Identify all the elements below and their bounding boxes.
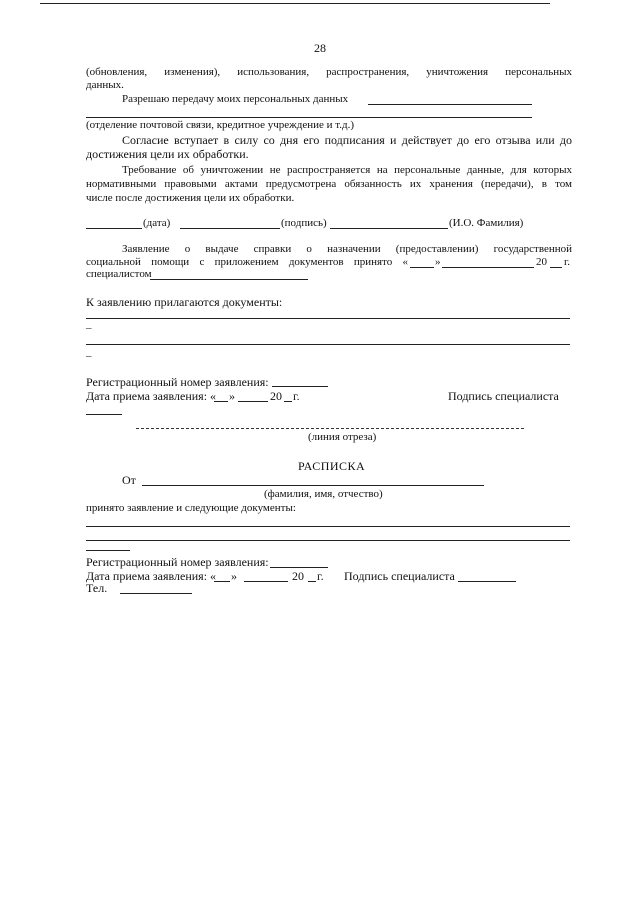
- acceptance-quote-close: »: [435, 256, 441, 268]
- registration-day-line[interactable]: [214, 401, 228, 402]
- registration-quote-close: »: [229, 389, 235, 403]
- validity-line-1: Согласие вступает в силу со дня его подписания и действует до его отзыва или до: [122, 133, 572, 147]
- cut-line: [136, 428, 524, 429]
- registration-number-label: Регистрационный номер заявления:: [86, 375, 269, 389]
- receipt-number-line[interactable]: [270, 567, 328, 568]
- receipt-signature-line[interactable]: [458, 581, 516, 582]
- signature-caption: (подпись): [281, 217, 327, 229]
- registration-number-line[interactable]: [272, 386, 328, 387]
- receipt-doc-line-3[interactable]: [86, 550, 130, 551]
- acceptance-year-suffix: г.: [564, 256, 571, 268]
- transfer-field-line-2[interactable]: [86, 117, 532, 118]
- receipt-quote-close: »: [231, 569, 237, 583]
- date-caption: (дата): [143, 217, 171, 229]
- registration-month-line[interactable]: [238, 401, 268, 402]
- receipt-doc-line-1[interactable]: [86, 526, 570, 527]
- transfer-field-line[interactable]: [368, 104, 532, 105]
- validity-line-2: достижения цели их обработки.: [86, 147, 249, 161]
- receipt-year: 20: [292, 569, 304, 583]
- receipt-title: РАСПИСКА: [298, 459, 366, 473]
- destroy-line-1: Требование об уничтожении не распространяется на персональные данные, для которых: [122, 164, 572, 176]
- attachment-line-1[interactable]: [86, 318, 570, 319]
- acceptance-year-line[interactable]: [550, 267, 562, 268]
- receipt-specialist-signature: Подпись специалиста: [344, 569, 455, 583]
- receipt-doc-line-2[interactable]: [86, 540, 570, 541]
- transfer-hint: (отделение почтовой связи, кредитное учреждение и т.д.): [86, 119, 355, 131]
- destroy-line-2: нормативными правовыми актами предусмотрена обязанность их хранения (передачи), в том: [86, 178, 572, 190]
- attachment-line-2[interactable]: [86, 344, 570, 345]
- acceptance-month-line[interactable]: [442, 267, 534, 268]
- receipt-accepted-label: принято заявление и следующие документы:: [86, 502, 296, 514]
- destroy-line-3: числе после достижения цели их обработки.: [86, 192, 295, 204]
- consent-line-2: данных.: [86, 79, 124, 91]
- receipt-year-line[interactable]: [308, 581, 316, 582]
- receipt-from-label: От: [122, 473, 136, 487]
- registration-signature-line[interactable]: [86, 414, 122, 415]
- registration-year-suffix: г.: [293, 389, 300, 403]
- cut-line-label: (линия отреза): [308, 431, 377, 443]
- date-field-line[interactable]: [86, 228, 142, 229]
- acceptance-day-line[interactable]: [410, 267, 434, 268]
- receipt-year-suffix: г.: [317, 569, 324, 583]
- acceptance-year: 20: [536, 256, 547, 268]
- registration-date-label: Дата приема заявления: «: [86, 389, 217, 403]
- receipt-number-label: Регистрационный номер заявления:: [86, 555, 269, 569]
- registration-year-line[interactable]: [284, 401, 292, 402]
- page-top-edge: [40, 3, 550, 4]
- registration-year: 20: [270, 389, 282, 403]
- attachment-dash-1: –: [86, 322, 92, 334]
- name-field-line[interactable]: [330, 228, 448, 229]
- page-number: 28: [314, 41, 326, 55]
- acceptance-line-1: Заявление о выдаче справки о назначении (предоставлении) государственной: [122, 243, 572, 255]
- receipt-phone-label: Тел.: [86, 581, 108, 595]
- receipt-day-line[interactable]: [214, 581, 230, 582]
- specialist-field-line[interactable]: [150, 279, 308, 280]
- receipt-month-line[interactable]: [244, 581, 288, 582]
- acceptance-line-2-text: социальной помощи с приложением документов принято «: [86, 256, 408, 268]
- receipt-phone-line[interactable]: [120, 593, 192, 594]
- receipt-fio-hint: (фамилия, имя, отчество): [264, 488, 383, 500]
- name-caption: (И.О. Фамилия): [449, 217, 524, 229]
- acceptance-line-3: специалистом: [86, 268, 152, 280]
- consent-line-1: (обновления, изменения), использования, распространения, уничтожения персональных: [86, 66, 572, 78]
- signature-field-line[interactable]: [180, 228, 280, 229]
- attachments-label: К заявлению прилагаются документы:: [86, 295, 283, 309]
- receipt-from-line[interactable]: [142, 485, 484, 486]
- transfer-label: Разрешаю передачу моих персональных данных: [122, 93, 349, 105]
- attachment-dash-2: –: [86, 350, 92, 362]
- receipt-date-label: Дата приема заявления: «: [86, 569, 217, 583]
- registration-specialist-signature: Подпись специалиста: [448, 389, 559, 403]
